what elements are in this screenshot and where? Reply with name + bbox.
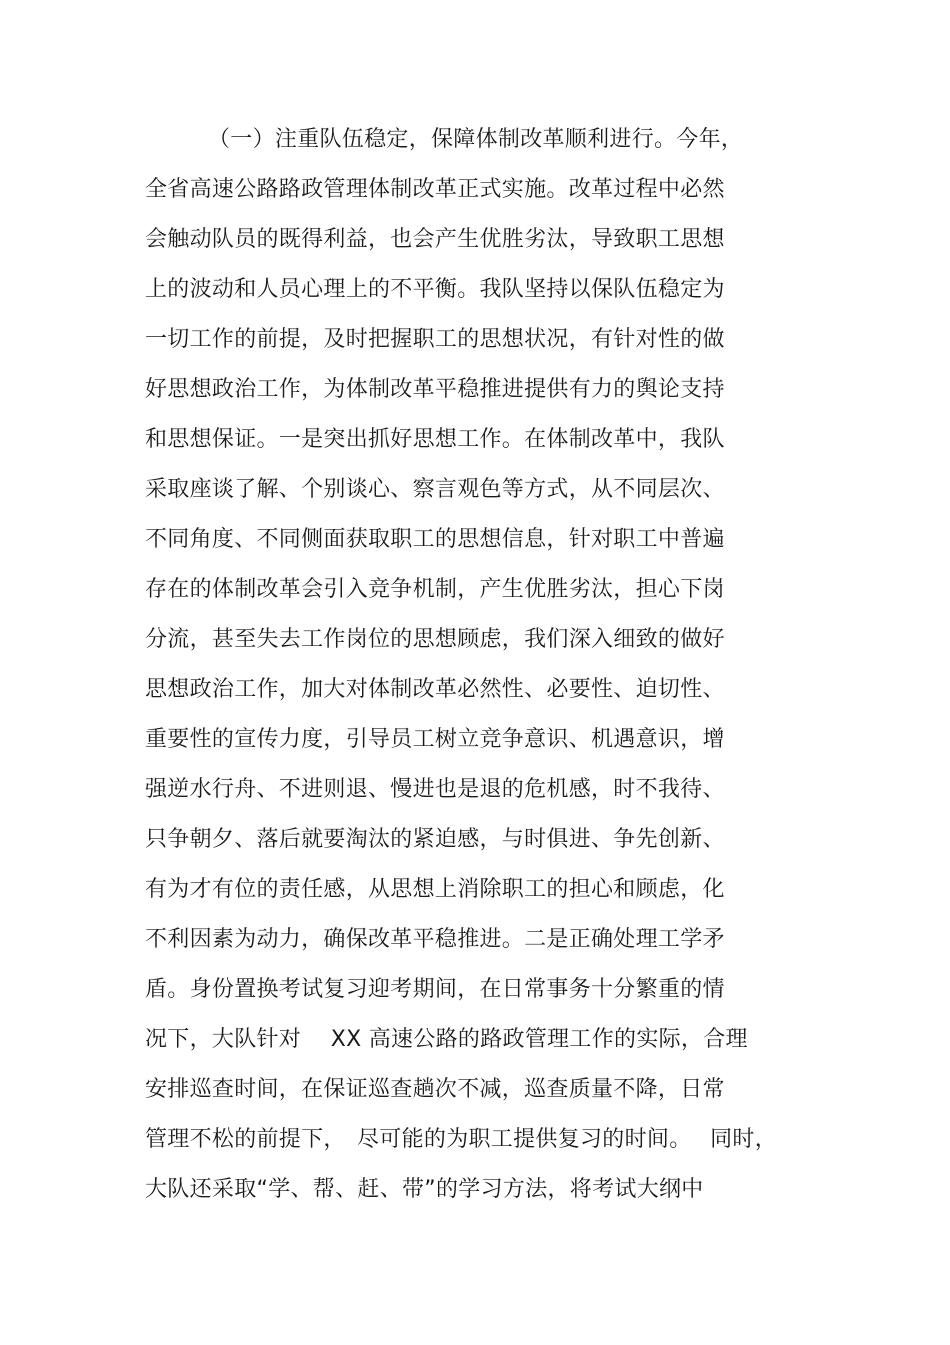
paragraph-line: 全省高速公路路政管理体制改革正式实施。改革过程中必然	[145, 177, 725, 202]
paragraph-line: 好思想政治工作，为体制改革平稳推进提供有力的舆论支持	[145, 377, 725, 402]
paragraph-line: 一切工作的前提，及时把握职工的思想状况，有针对性的做	[145, 327, 725, 352]
paragraph-line: 思想政治工作，加大对体制改革必然性、必要性、迫切性、	[145, 677, 725, 702]
paragraph-line: 重要性的宣传力度，引导员工树立竞争意识、机遇意识，增	[145, 727, 725, 752]
paragraph-line: 不利因素为动力，确保改革平稳推进。二是正确处理工学矛	[145, 927, 725, 952]
paragraph-line: 存在的体制改革会引入竞争机制，产生优胜劣汰，担心下岗	[145, 577, 725, 602]
paragraph-line: 只争朝夕、落后就要淘汰的紧迫感，与时俱进、争先创新、	[145, 827, 725, 852]
paragraph-line: 上的波动和人员心理上的不平衡。我队坚持以保队伍稳定为	[145, 277, 725, 302]
paragraph-line: 安排巡查时间，在保证巡查趟次不减，巡查质量不降，日常	[145, 1077, 725, 1102]
paragraph-line: 盾。身份置换考试复习迎考期间，在日常事务十分繁重的情	[145, 977, 725, 1002]
paragraph-line: 和思想保证。一是突出抓好思想工作。在体制改革中，我队	[145, 427, 725, 452]
paragraph-line: 管理不松的前提下， 尽可能的为职工提供复习的时间。 同时，	[145, 1127, 777, 1152]
paragraph-line: 大队还采取“学、帮、赶、带”的学习方法，将考试大纲中	[145, 1177, 704, 1202]
paragraph-line: 况下，大队针对 XX 高速公路的路政管理工作的实际，合理	[145, 1027, 748, 1052]
paragraph-line: （一）注重队伍稳定，保障体制改革顺利进行。今年，	[208, 127, 744, 152]
paragraph-line: 不同角度、不同侧面获取职工的思想信息，针对职工中普遍	[145, 527, 725, 552]
paragraph-line: 强逆水行舟、不进则退、慢进也是退的危机感，时不我待、	[145, 777, 725, 802]
paragraph-line: 采取座谈了解、个别谈心、察言观色等方式，从不同层次、	[145, 477, 725, 502]
paragraph-line: 分流，甚至失去工作岗位的思想顾虑，我们深入细致的做好	[145, 627, 725, 652]
paragraph-line: 会触动队员的既得利益，也会产生优胜劣汰，导致职工思想	[145, 227, 725, 252]
paragraph-line: 有为才有位的责任感，从思想上消除职工的担心和顾虑，化	[145, 877, 725, 902]
